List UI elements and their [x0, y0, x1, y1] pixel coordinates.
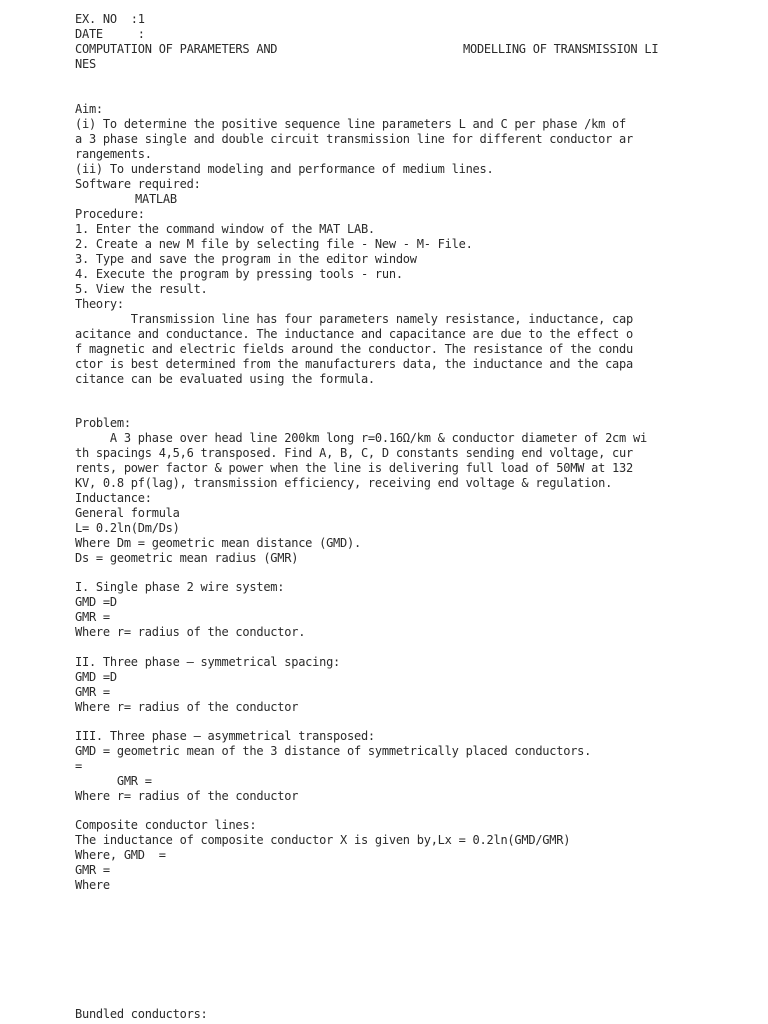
single-phase-gmr: GMR =: [75, 610, 110, 624]
ex-no: EX. NO :1: [75, 12, 145, 26]
composite-where: Where: [75, 878, 110, 892]
composite-gmr: GMR =: [75, 863, 110, 877]
problem-line: th spacings 4,5,6 transposed. Find A, B, C, D constants sending end voltage, cur: [75, 446, 633, 460]
software-item: MATLAB: [135, 192, 177, 206]
three-asym-heading: III. Three phase – asymmetrical transposed:: [75, 729, 375, 743]
aim-line: (i) To determine the positive sequence line parameters L and C per phase /km of: [75, 117, 626, 131]
aim-line: a 3 phase single and double circuit transmission line for different conductor ar: [75, 132, 633, 146]
procedure-heading: Procedure:: [75, 207, 145, 221]
three-asym-where: Where r= radius of the conductor: [75, 789, 299, 803]
software-heading: Software required:: [75, 177, 201, 191]
inductance-where-dm: Where Dm = geometric mean distance (GMD).: [75, 536, 361, 550]
inductance-formula: L= 0.2ln(Dm/Ds): [75, 521, 180, 535]
date-line: DATE :: [75, 27, 145, 41]
problem-line: rents, power factor & power when the line is delivering full load of 50MW at 132: [75, 461, 633, 475]
theory-heading: Theory:: [75, 297, 124, 311]
procedure-step: 3. Type and save the program in the editor window: [75, 252, 417, 266]
bundled-heading: Bundled conductors:: [75, 1007, 208, 1021]
three-sym-heading: II. Three phase – symmetrical spacing:: [75, 655, 341, 669]
single-phase-where: Where r= radius of the conductor.: [75, 625, 306, 639]
aim-line: (ii) To understand modeling and performance of medium lines.: [75, 162, 494, 176]
composite-line: The inductance of composite conductor X is given by,Lx = 0.2ln(GMD/GMR): [75, 833, 571, 847]
three-sym-where: Where r= radius of the conductor: [75, 700, 299, 714]
inductance-heading: Inductance:: [75, 491, 152, 505]
problem-line: KV, 0.8 pf(lag), transmission efficiency, receiving end voltage & regulation.: [75, 476, 613, 490]
title-wrap: NES: [75, 57, 96, 71]
single-phase-heading: I. Single phase 2 wire system:: [75, 580, 285, 594]
procedure-step: 2. Create a new M file by selecting file - New - M- File.: [75, 237, 473, 251]
composite-where-gmd: Where, GMD =: [75, 848, 166, 862]
three-sym-gmr: GMR =: [75, 685, 110, 699]
theory-line: f magnetic and electric fields around the conductor. The resistance of the condu: [75, 342, 633, 356]
title-right: MODELLING OF TRANSMISSION LI: [463, 42, 659, 56]
theory-line: citance can be evaluated using the formula.: [75, 372, 375, 386]
theory-line: acitance and conductance. The inductance and capacitance are due to the effect o: [75, 327, 633, 341]
three-asym-gmr: GMR =: [75, 774, 152, 788]
procedure-step: 4. Execute the program by pressing tools - run.: [75, 267, 403, 281]
procedure-step: 1. Enter the command window of the MAT LAB.: [75, 222, 375, 236]
three-sym-gmd: GMD =D: [75, 670, 117, 684]
aim-heading: Aim:: [75, 102, 103, 116]
inductance-general: General formula: [75, 506, 180, 520]
three-asym-eq: =: [75, 759, 82, 773]
title-left: COMPUTATION OF PARAMETERS AND: [75, 42, 278, 56]
theory-line: ctor is best determined from the manufacturers data, the inductance and the capa: [75, 357, 633, 371]
theory-line: Transmission line has four parameters namely resistance, inductance, cap: [75, 312, 633, 326]
problem-heading: Problem:: [75, 416, 131, 430]
single-phase-gmd: GMD =D: [75, 595, 117, 609]
procedure-step: 5. View the result.: [75, 282, 208, 296]
aim-line: rangements.: [75, 147, 152, 161]
three-asym-gmd: GMD = geometric mean of the 3 distance of symmetrically placed conductors.: [75, 744, 592, 758]
inductance-ds: Ds = geometric mean radius (GMR): [75, 551, 299, 565]
problem-line: A 3 phase over head line 200km long r=0.16Ω/km & conductor diameter of 2cm wi: [75, 431, 647, 445]
composite-heading: Composite conductor lines:: [75, 818, 257, 832]
